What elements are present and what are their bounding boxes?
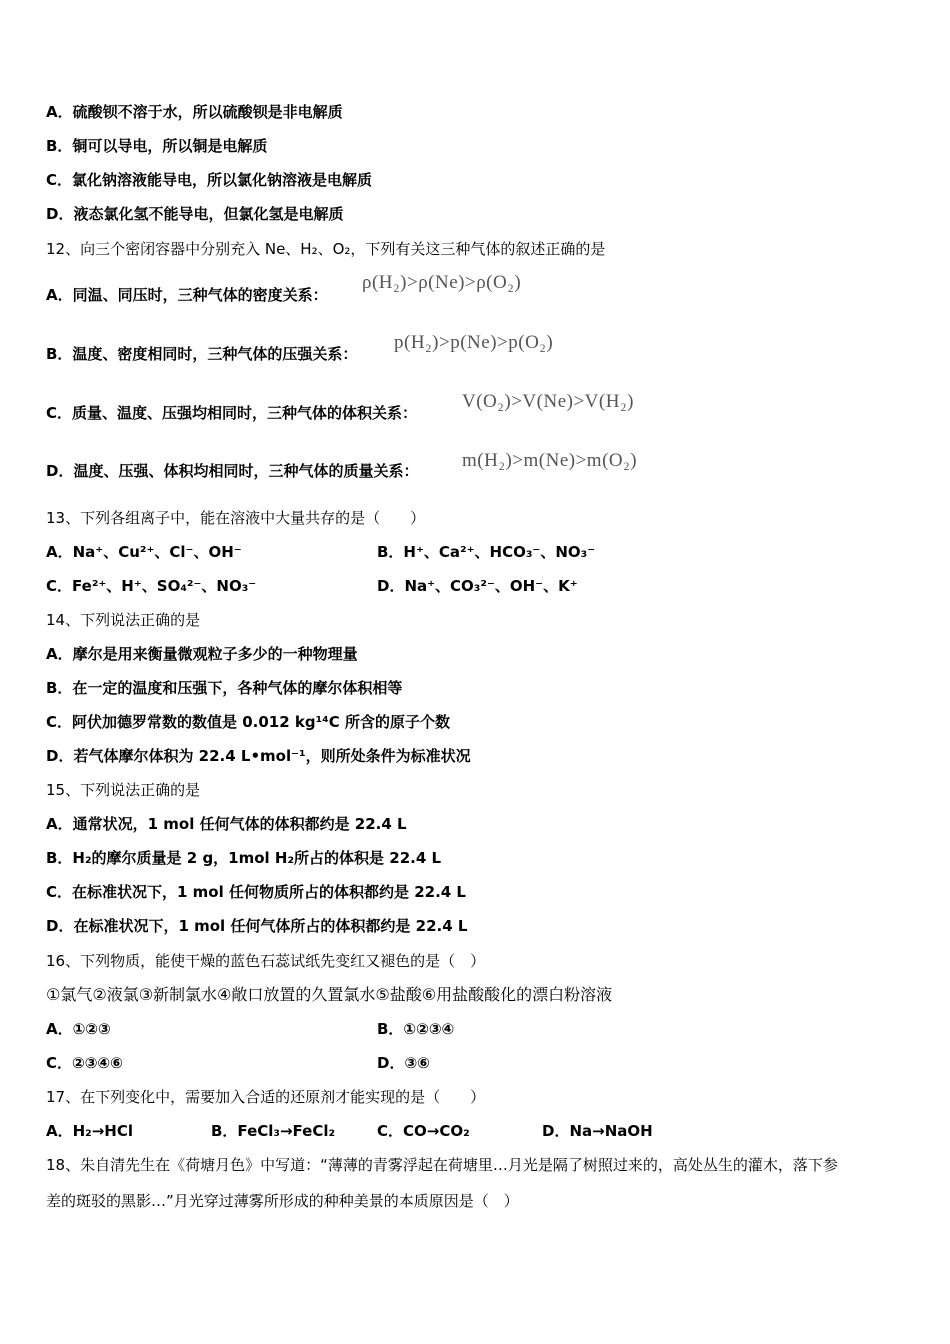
q16-option-c: C．②③④⑥ <box>46 1054 123 1072</box>
q11-option-c: C．氯化钠溶液能导电，所以氯化钠溶液是电解质 <box>46 171 373 189</box>
q17-option-b: B．FeCl₃→FeCl₂ <box>211 1122 336 1140</box>
q12-formula-c: V(O₂)>V(Ne)>V(H₂) <box>462 391 634 412</box>
q11-option-b: B．铜可以导电，所以铜是电解质 <box>46 137 268 155</box>
q16-option-b: B．①②③④ <box>377 1020 455 1038</box>
q15-option-c: C．在标准状况下，1 mol 任何物质所占的体积都约是 22.4 L <box>46 883 466 901</box>
q14-option-a: A．摩尔是用来衡量微观粒子多少的一种物理量 <box>46 645 358 663</box>
q14-option-b: B．在一定的温度和压强下，各种气体的摩尔体积相等 <box>46 679 403 697</box>
q16-stem: 16、下列物质，能使干燥的蓝色石蕊试纸先变红又褪色的是（ ） <box>46 952 486 970</box>
q15-option-a: A．通常状况，1 mol 任何气体的体积都约是 22.4 L <box>46 815 407 833</box>
q18-stem-line1: 18、朱自清先生在《荷塘月色》中写道：“薄薄的青雾浮起在荷塘里…月光是隔了树照过来的，高处丛生的灌木，落下参 <box>46 1156 838 1174</box>
q12-option-d: D．温度、压强、体积均相同时，三种气体的质量关系： <box>46 462 419 480</box>
q17-stem: 17、在下列变化中，需要加入合适的还原剂才能实现的是（ ） <box>46 1088 486 1106</box>
q12-formula-b: p(H₂)>p(Ne)>p(O₂) <box>394 332 554 353</box>
q12-formula-d: m(H₂)>m(Ne)>m(O₂) <box>462 450 638 471</box>
q14-option-d: D．若气体摩尔体积为 22.4 L•mol⁻¹，则所处条件为标准状况 <box>46 747 471 765</box>
q12-formula-a: ρ(H₂)>ρ(Ne)>ρ(O₂) <box>362 272 522 293</box>
q13-option-b: B．H⁺、Ca²⁺、HCO₃⁻、NO₃⁻ <box>377 543 596 561</box>
q15-option-d: D．在标准状况下，1 mol 任何气体所占的体积都约是 22.4 L <box>46 917 468 935</box>
q15-option-b: B．H₂的摩尔质量是 2 g，1mol H₂所占的体积是 22.4 L <box>46 849 442 867</box>
q16-option-d: D．③⑥ <box>377 1054 430 1072</box>
q12-option-c: C．质量、温度、压强均相同时，三种气体的体积关系： <box>46 404 418 422</box>
q12-option-b: B．温度、密度相同时，三种气体的压强关系： <box>46 345 358 363</box>
q12-stem: 12、向三个密闭容器中分别充入 Ne、H₂、O₂，下列有关这三种气体的叙述正确的是 <box>46 240 606 258</box>
q13-option-c: C．Fe²⁺、H⁺、SO₄²⁻、NO₃⁻ <box>46 577 257 595</box>
q16-option-a: A．①②③ <box>46 1020 111 1038</box>
q18-stem-line2: 差的斑驳的黑影…”月光穿过薄雾所形成的种种美景的本质原因是（ ） <box>46 1192 519 1210</box>
q17-option-a: A．H₂→HCl <box>46 1122 134 1140</box>
q12-option-a: A．同温、同压时，三种气体的密度关系： <box>46 286 328 304</box>
q13-option-d: D．Na⁺、CO₃²⁻、OH⁻、K⁺ <box>377 577 578 595</box>
q17-option-d: D．Na→NaOH <box>542 1122 653 1140</box>
q13-stem: 13、下列各组离子中，能在溶液中大量共存的是（ ） <box>46 509 426 527</box>
q15-stem: 15、下列说法正确的是 <box>46 781 201 799</box>
q14-option-c: C．阿伏加德罗常数的数值是 0.012 kg¹⁴C 所含的原子个数 <box>46 713 450 731</box>
q14-stem: 14、下列说法正确的是 <box>46 611 201 629</box>
q11-option-a: A．硫酸钡不溶于水，所以硫酸钡是非电解质 <box>46 103 343 121</box>
q11-option-d: D．液态氯化氢不能导电，但氯化氢是电解质 <box>46 205 344 223</box>
q13-option-a: A．Na⁺、Cu²⁺、Cl⁻、OH⁻ <box>46 543 242 561</box>
q17-option-c: C．CO→CO₂ <box>377 1122 470 1140</box>
q16-substance-list: ①氯气②液氯③新制氯水④敞口放置的久置氯水⑤盐酸⑥用盐酸酸化的漂白粉溶液 <box>46 985 613 1004</box>
